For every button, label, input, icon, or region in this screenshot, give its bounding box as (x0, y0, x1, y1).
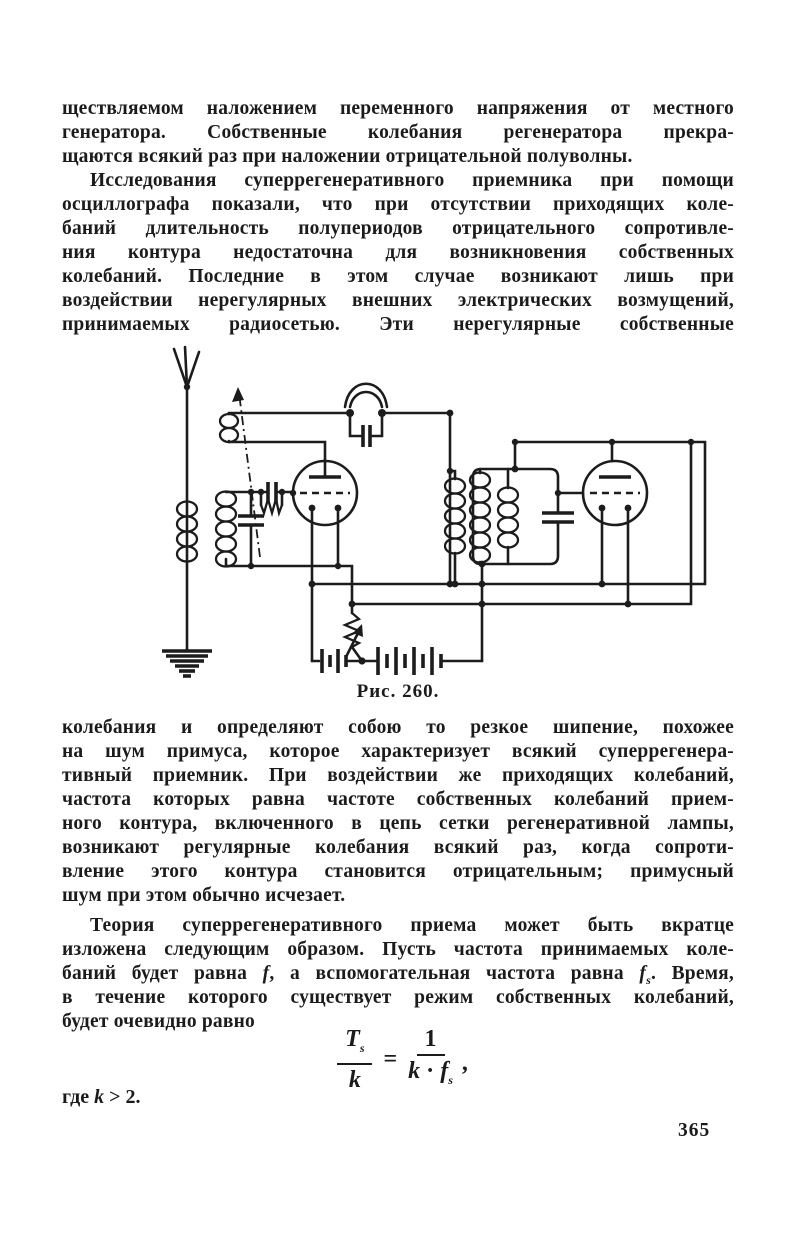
circuit-diagram (148, 343, 710, 681)
text-line: Исследования суперрегенеративного приемника при помощи (90, 170, 734, 191)
page-number: 365 (678, 1120, 711, 1141)
grid-leak-resistor (261, 492, 282, 513)
text-line: на шум примуса, которое характеризует всякий суперрегенера- (62, 741, 734, 762)
text-line: вление этого контура становится отрицательным; примусный (62, 861, 734, 882)
text-line: частота которых равна частоте собственных колебаний прием- (62, 789, 734, 810)
text-line: баний будет равна f, а вспомогательная частота равна $f_s$. Время, (62, 963, 734, 987)
text-line: баний длительность полупериодов отрицательного сопротивле- (62, 218, 734, 239)
headphones-icon (345, 384, 387, 417)
text-line: ного контура, включенного в цепь сетки регенеративной лампы, (62, 813, 734, 834)
circuit-figure (148, 343, 710, 681)
text-line: осциллографа показали, что при отсутствии приходящих коле- (62, 194, 734, 215)
paragraph-block-bottom (62, 716, 734, 1034)
tickler-coil-2 (498, 488, 518, 548)
text-line: в течение которого существует режим собственных колебаний, (62, 987, 734, 1008)
text-line: воздействии нерегулярных внешних электрических возмущений, (62, 290, 734, 311)
paragraph-block-top (62, 97, 734, 337)
vacuum-tube-2 (583, 461, 647, 525)
ground-icon (162, 651, 212, 676)
formula-comma: , (461, 1049, 468, 1076)
wire (229, 442, 325, 477)
text-line: генератора. Собственные колебания регенератора прекра- (62, 122, 734, 143)
wire (352, 442, 691, 604)
rheostat (345, 604, 363, 661)
text-line: тивный приемник. При воздействии же приходящих колебаний, (62, 765, 734, 786)
text-line: щаются всякий раз при наложении отрицательной полуволны. (62, 146, 633, 167)
figure-caption: Рис. 260. (356, 681, 440, 702)
text-line: возникают регулярные колебания всякий раз, когда сопроти- (62, 837, 734, 858)
tickler-coil (220, 414, 238, 442)
text-line: будет очевидно равно (62, 1011, 256, 1032)
grid-coil (216, 492, 236, 567)
text-line: изложена следующим образом. Пусть частота принимаемых коле- (62, 939, 734, 960)
formula-condition: где k > 2. (62, 1086, 141, 1108)
antenna-icon (174, 347, 199, 651)
text-line: принимаемых радиосетью. Эти нерегулярные собственные (62, 314, 734, 335)
equals-sign: = (383, 1045, 398, 1072)
transformer-primary-coil (445, 479, 465, 554)
wire (229, 413, 346, 414)
text-line: ществляемом наложением переменного напряжения от местного (62, 98, 734, 119)
text-line: шум при этом обычно исчезает. (62, 885, 346, 906)
text-line: Теория суперрегенеративного приема может быть вкратце (90, 915, 734, 936)
text-line: колебаний. Последние в этом случае возникают лишь при (62, 266, 734, 287)
grid-capacitor (268, 482, 276, 502)
headphone-bypass-capacitor (350, 416, 382, 447)
fraction-left: $\frac{T_s}{k}$ (337, 1026, 372, 1093)
anode-battery-icon (362, 647, 482, 675)
fraction-right: $\frac{1}{k \cdot f_s}$ (408, 1026, 453, 1087)
text-line: колебания и определяют собою то резкое шипение, похожее (62, 717, 734, 738)
formula (62, 1026, 734, 1093)
text-line: ния контура недостаточна для возникновения собственных (62, 242, 734, 263)
